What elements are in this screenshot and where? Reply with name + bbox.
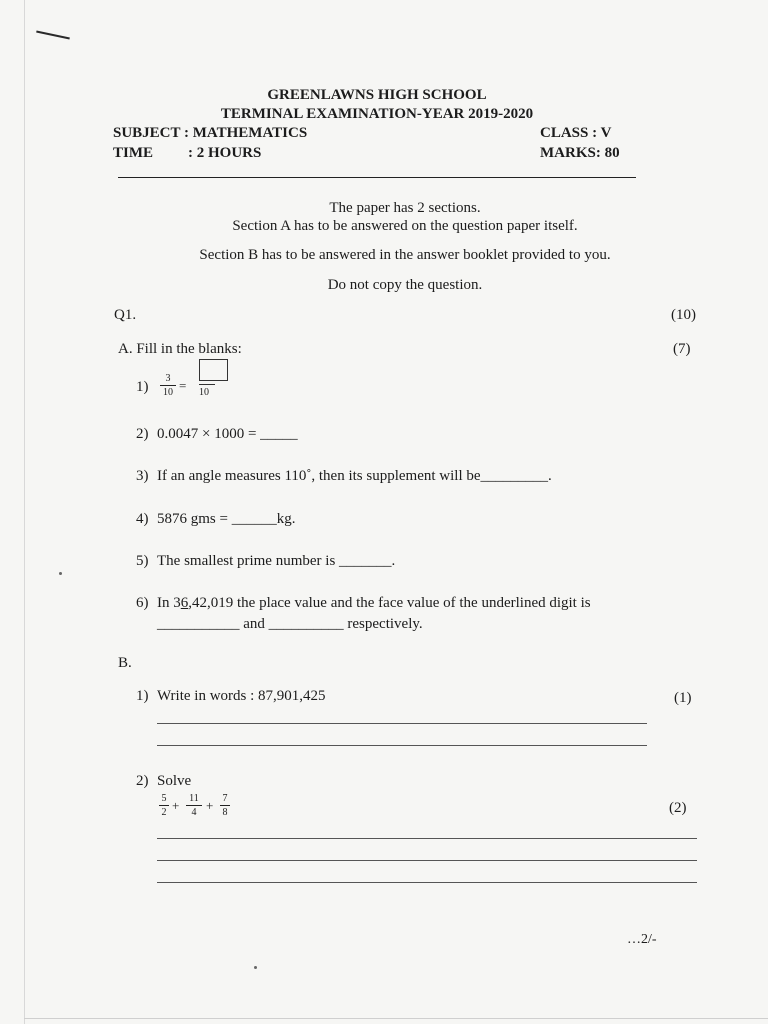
page-edge: [24, 0, 25, 1024]
time-value: : 2 HOURS: [188, 145, 262, 161]
time-label: TIME: [113, 145, 154, 161]
instruction-line: Section A has to be answered on the question paper itself.: [232, 218, 578, 234]
question-label: Q1.: [114, 307, 137, 323]
item-number: 1): [136, 379, 149, 395]
item-marks: (1): [674, 690, 692, 706]
fraction-numerator: 5: [161, 793, 167, 804]
item-number: 1): [136, 688, 149, 704]
item-marks: (2): [669, 800, 687, 816]
item-text-part: In 3: [157, 595, 181, 611]
scan-speck: [59, 572, 62, 575]
fraction-denominator: 10: [199, 387, 209, 398]
item-text: 5876 gms = ______kg.: [157, 511, 296, 527]
fraction-bar: [160, 385, 176, 386]
equals-sign: =: [179, 378, 187, 393]
item-number: 3): [136, 468, 149, 484]
fraction-bar: [159, 805, 169, 806]
item-text: If an angle measures 110˚, then its supplement will be_________.: [157, 468, 552, 484]
item-number: 5): [136, 553, 149, 569]
scan-mark: [36, 30, 70, 39]
section-a-title: A. Fill in the blanks:: [118, 341, 242, 357]
fraction-bar: [220, 805, 230, 806]
scan-speck: [254, 966, 257, 969]
page-bottom-edge: [24, 1018, 768, 1019]
fraction-bar: [186, 805, 202, 806]
answer-line: [157, 882, 697, 883]
item-number: 2): [136, 426, 149, 442]
section-a-marks: (7): [673, 341, 691, 357]
fraction-denominator: 4: [191, 807, 197, 818]
answer-box: [199, 359, 228, 381]
item-number: 2): [136, 773, 149, 789]
section-b-title: B.: [118, 655, 132, 671]
item-text-part: ,42,019 the place value and the face value of the underlined digit is: [188, 595, 591, 611]
plus-sign: +: [172, 798, 180, 813]
answer-line: [157, 723, 647, 724]
fraction: [159, 793, 169, 818]
plus-sign: +: [206, 798, 214, 813]
instruction-line: Section B has to be answered in the answer booklet provided to you.: [199, 247, 611, 263]
class-label: CLASS : V: [540, 125, 612, 141]
fraction-denominator: 10: [163, 387, 173, 398]
item-text: ___________ and __________ respectively.: [157, 616, 423, 632]
fraction-numerator: 7: [222, 793, 228, 804]
subject-label: SUBJECT : MATHEMATICS: [113, 125, 308, 141]
fraction: [160, 373, 176, 398]
exam-title: TERMINAL EXAMINATION-YEAR 2019-2020: [220, 106, 534, 122]
item-text: The smallest prime number is _______.: [157, 553, 396, 569]
instruction-line: The paper has 2 sections.: [329, 200, 481, 216]
question-marks: (10): [671, 307, 696, 323]
item-number: 4): [136, 511, 149, 527]
underlined-digit: 6: [180, 595, 189, 611]
school-name: GREENLAWNS HIGH SCHOOL: [267, 87, 487, 103]
item-number: 6): [136, 595, 149, 611]
marks-label: MARKS: 80: [540, 145, 620, 161]
fraction-bar: [199, 384, 215, 385]
item-text: [157, 594, 591, 612]
instruction-line: Do not copy the question.: [327, 277, 483, 293]
fraction: [220, 793, 230, 818]
item-text: Write in words : 87,901,425: [157, 688, 326, 704]
continue-marker: …2/-: [627, 932, 657, 947]
item-text: Solve: [157, 773, 192, 789]
fraction-numerator: 3: [165, 373, 171, 384]
fraction-denominator: 8: [222, 807, 228, 818]
fraction: [186, 793, 202, 818]
fraction-denominator: 2: [161, 807, 167, 818]
fraction-numerator: 11: [189, 793, 199, 804]
answer-line: [157, 860, 697, 861]
header-divider: [118, 177, 636, 178]
answer-line: [157, 745, 647, 746]
item-text: 0.0047 × 1000 = _____: [157, 426, 298, 442]
answer-line: [157, 838, 697, 839]
